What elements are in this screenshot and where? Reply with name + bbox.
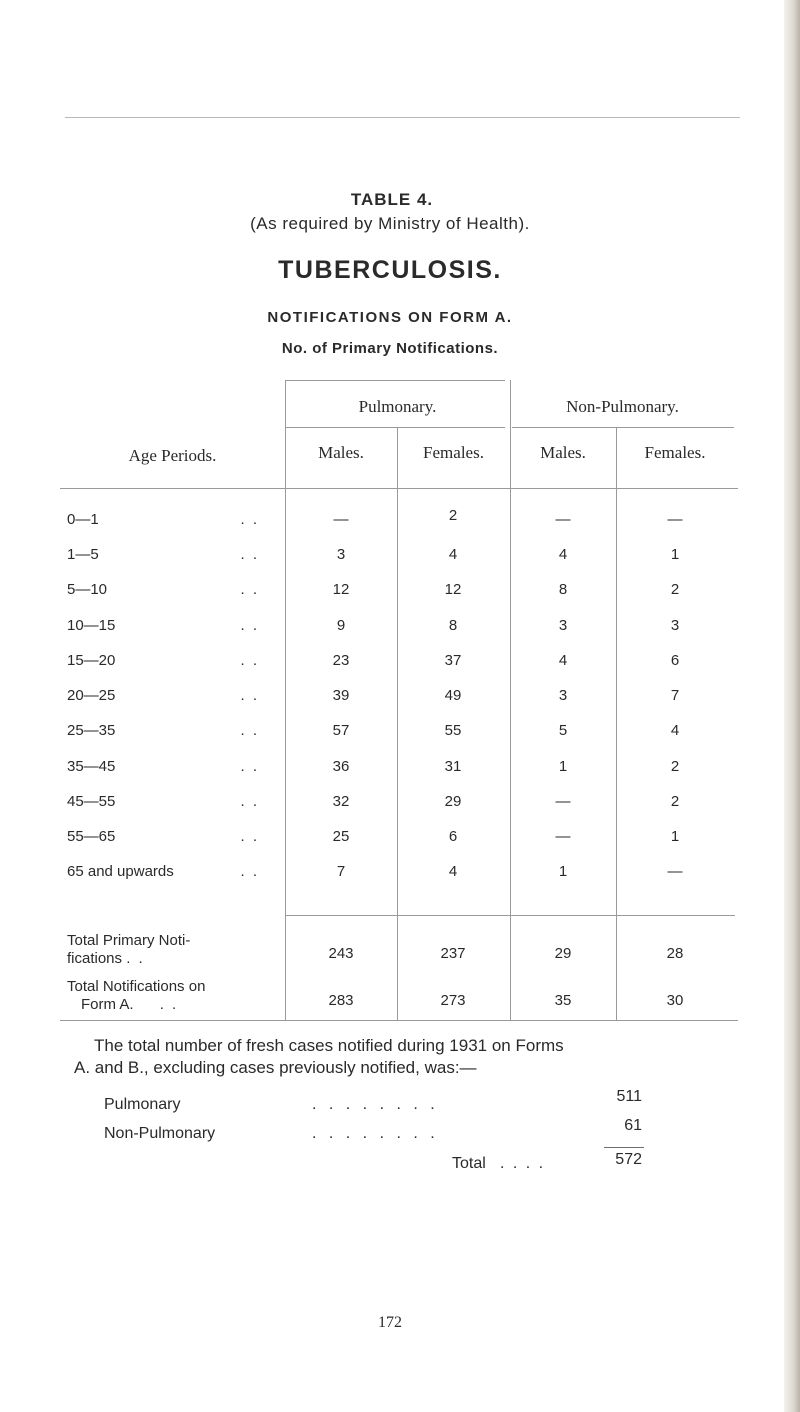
leader-dots: . . . .: [500, 1155, 546, 1172]
summary-total-dots: [500, 1155, 545, 1173]
total-notifications-label: [67, 978, 267, 1014]
non-pulmonary-males-cell: 3: [558, 687, 568, 704]
pulmonary-males-cell: 36: [332, 758, 350, 775]
subtitle: (As required by Ministry of Health).: [250, 214, 530, 233]
pulmonary-females-cell: 29: [444, 793, 462, 810]
non-pulmonary-females-header: Females.: [644, 443, 706, 462]
summary-line1: The total number of fresh cases notified during 1931 on Forms: [94, 1036, 564, 1055]
summary-item-value-pulmonary: 511: [616, 1088, 642, 1105]
subheading: No. of Primary Notifications.: [281, 340, 499, 357]
total-notifications-pulmonary-males: 283: [328, 992, 354, 1009]
main-title: TUBERCULOSIS.: [278, 256, 502, 284]
pulmonary-females-header: Females.: [423, 443, 484, 462]
total-primary-label: [67, 932, 267, 968]
total-primary-label-line2: [67, 950, 267, 968]
pulmonary-males-cell: 7: [336, 863, 346, 880]
age-cell: [67, 758, 267, 775]
summary-paragraph: [74, 1035, 754, 1079]
age-label: 65 and upwards: [67, 863, 174, 880]
age-cell: [67, 793, 267, 810]
age-label: 25—35: [67, 722, 116, 739]
non-pulmonary-header: Non-Pulmonary.: [566, 397, 679, 416]
leader-dots: . .: [240, 652, 259, 669]
total-notifications-non-pulmonary-females: 30: [666, 992, 684, 1009]
table-top-rule: [285, 380, 505, 381]
non-pulmonary-females-cell: —: [667, 863, 683, 880]
pulmonary-males-cell: 32: [332, 793, 350, 810]
non-pulmonary-females-cell: 1: [670, 828, 680, 845]
summary-item-value-non-pulmonary: 61: [624, 1117, 642, 1134]
leader-dots: . .: [240, 722, 259, 739]
age-cell: [67, 581, 267, 598]
age-label: 5—10: [67, 581, 108, 598]
non-pulmonary-females-cell: 2: [670, 581, 680, 598]
non-pulmonary-males-cell: 1: [558, 863, 568, 880]
header-bottom-rule: [60, 488, 738, 489]
pulmonary-females-cell: 12: [444, 581, 462, 598]
non-pulmonary-males-cell: 8: [558, 581, 568, 598]
age-label: 45—55: [67, 793, 116, 810]
non-pulmonary-males-cell: —: [555, 828, 571, 845]
pulmonary-males-header: Males.: [318, 443, 364, 462]
pulmonary-sub-rule: [285, 427, 505, 428]
total-primary-non-pulmonary-females: 28: [666, 945, 684, 962]
leader-dots: . .: [240, 617, 259, 634]
leader-dots: . .: [159, 996, 179, 1013]
age-periods-header: Age Periods.: [128, 446, 217, 465]
leader-dots: . .: [240, 863, 259, 880]
non-pulmonary-males-cell: —: [555, 793, 571, 810]
age-label: 55—65: [67, 828, 116, 845]
non-pulmonary-females-cell: 7: [670, 687, 680, 704]
age-label: 20—25: [67, 687, 116, 704]
summary-item-non-pulmonary: [104, 1125, 215, 1143]
pulmonary-males-cell: 39: [332, 687, 350, 704]
table-bottom-rule: [60, 1020, 738, 1021]
page-number: 172: [378, 1314, 402, 1331]
pulmonary-females-cell: 37: [444, 652, 462, 669]
pulmonary-females-cell: 55: [444, 722, 462, 739]
non-pulmonary-females-cell: 6: [670, 652, 680, 669]
pulmonary-females-cell: 4: [448, 863, 458, 880]
table-label: TABLE 4.: [350, 190, 434, 209]
pulmonary-males-cell: 25: [332, 828, 350, 845]
pulmonary-males-cell: 12: [332, 581, 350, 598]
summary-total-value: 572: [615, 1151, 642, 1168]
age-label: 35—45: [67, 758, 116, 775]
summary-item-dots: [312, 1096, 439, 1114]
total-notifications-label-line1: Total Notifications on: [67, 978, 206, 995]
non-pulmonary-males-cell: 4: [558, 652, 568, 669]
summary-line2: A. and B., excluding cases previously notified, was:—: [74, 1058, 477, 1077]
leader-dots: . .: [240, 546, 259, 563]
non-pulmonary-females-cell: 2: [670, 793, 680, 810]
leader-dots: . . . . . . . .: [312, 1125, 439, 1142]
non-pulmonary-males-cell: 3: [558, 617, 568, 634]
age-label: 15—20: [67, 652, 116, 669]
summary-item-label: Non-Pulmonary: [104, 1125, 216, 1142]
pulmonary-females-cell: 6: [448, 828, 458, 845]
pulmonary-females-cell: 49: [444, 687, 462, 704]
form-title: NOTIFICATIONS ON FORM A.: [267, 309, 513, 326]
leader-dots: . .: [240, 793, 259, 810]
pulmonary-header: Pulmonary.: [358, 397, 437, 416]
age-label: 1—5: [67, 546, 99, 563]
leader-dots: . . . . . . . .: [312, 1096, 439, 1113]
pulmonary-males-cell: 3: [336, 546, 346, 563]
non-pulmonary-males-cell: 1: [558, 758, 568, 775]
summary-item-pulmonary: [104, 1096, 180, 1114]
non-pulmonary-males-cell: 5: [558, 722, 568, 739]
pulmonary-females-cell: 31: [444, 758, 462, 775]
non-pulmonary-males-cell: —: [555, 511, 571, 528]
pulmonary-males-cell: 23: [332, 652, 350, 669]
total-primary-label-line1: Total Primary Noti-: [67, 932, 191, 949]
summary-sum-rule: [604, 1147, 644, 1148]
pulmonary-males-cell: —: [333, 511, 349, 528]
summary-total-label: Total: [452, 1155, 486, 1172]
non-pulmonary-females-cell: 2: [670, 758, 680, 775]
summary-item-label: Pulmonary: [104, 1096, 181, 1113]
total-primary-label-text: fications: [67, 950, 123, 967]
leader-dots: . .: [240, 511, 259, 528]
age-cell: [67, 652, 267, 669]
total-notifications-label-text: Form A.: [81, 996, 134, 1013]
top-rule: [65, 117, 740, 118]
age-cell: [67, 617, 267, 634]
non-pulmonary-males-cell: 4: [558, 546, 568, 563]
pulmonary-females-cell: 2: [448, 507, 458, 524]
total-notifications-label-line2: [67, 996, 267, 1014]
non-pulmonary-females-cell: 4: [670, 722, 680, 739]
leader-dots: . .: [240, 581, 259, 598]
summary-item-dots: [312, 1125, 439, 1143]
leader-dots: . .: [240, 828, 259, 845]
leader-dots: . .: [240, 758, 259, 775]
total-primary-pulmonary-females: 237: [440, 945, 466, 962]
total-primary-pulmonary-males: 243: [328, 945, 354, 962]
non-pulmonary-females-cell: 1: [670, 546, 680, 563]
non-pulmonary-sub-rule: [512, 427, 734, 428]
pulmonary-males-cell: 57: [332, 722, 350, 739]
total-notifications-non-pulmonary-males: 35: [554, 992, 572, 1009]
page-edge: [784, 0, 800, 1412]
total-primary-non-pulmonary-males: 29: [554, 945, 572, 962]
age-cell: [67, 546, 267, 563]
non-pulmonary-females-cell: 3: [670, 617, 680, 634]
leader-dots: . .: [240, 687, 259, 704]
age-cell: [67, 687, 267, 704]
non-pulmonary-males-header: Males.: [540, 443, 586, 462]
pulmonary-females-cell: 4: [448, 546, 458, 563]
pulmonary-females-cell: 8: [448, 617, 458, 634]
total-notifications-pulmonary-females: 273: [440, 992, 466, 1009]
non-pulmonary-females-cell: —: [667, 511, 683, 528]
age-label: 0—1: [67, 511, 99, 528]
age-cell: [67, 722, 267, 739]
age-label: 10—15: [67, 617, 116, 634]
age-cell: [67, 863, 267, 880]
age-cell: [67, 511, 267, 528]
leader-dots: . .: [126, 950, 145, 967]
pulmonary-males-cell: 9: [336, 617, 346, 634]
age-cell: [67, 828, 267, 845]
